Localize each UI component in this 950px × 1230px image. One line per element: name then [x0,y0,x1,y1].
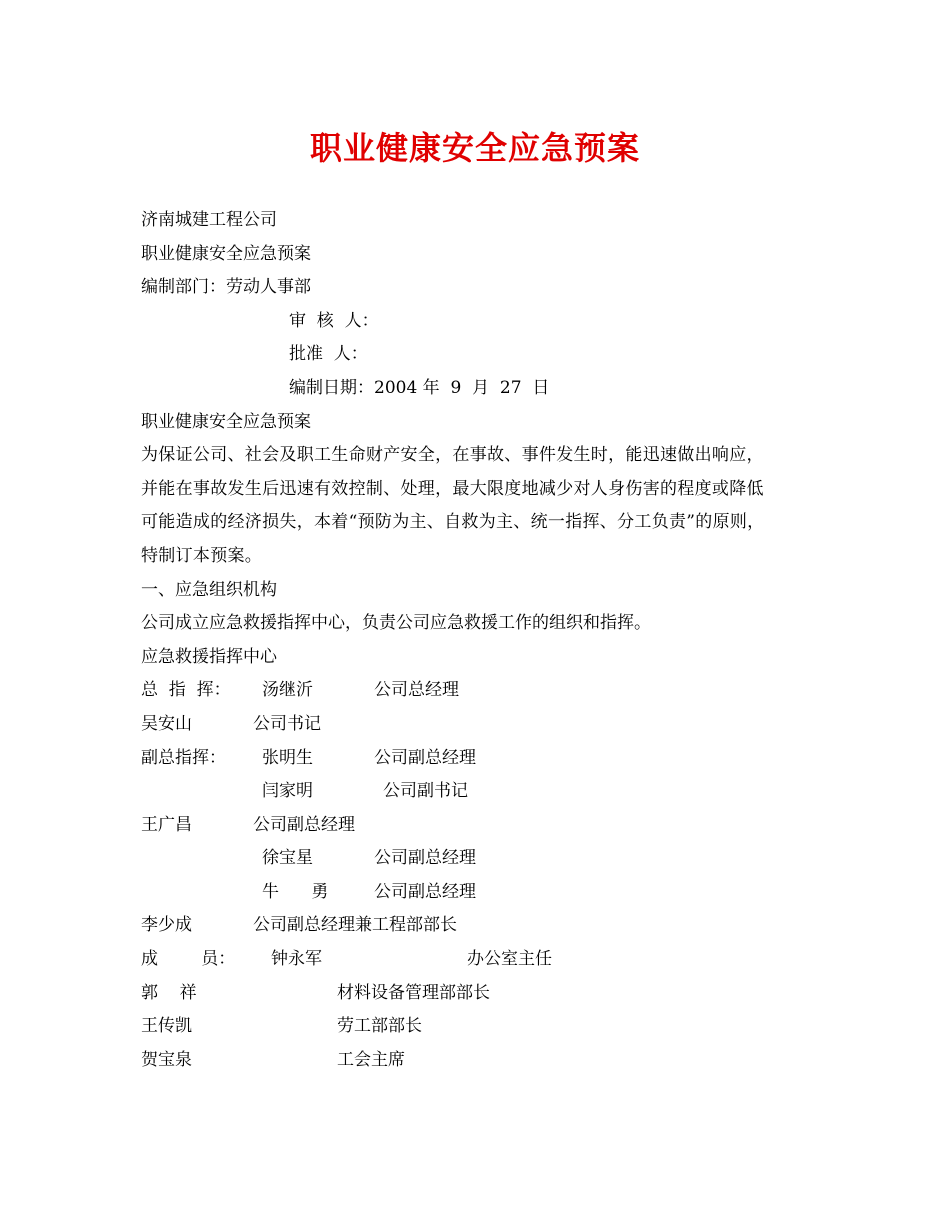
roster-row [141,1010,841,1044]
date-line: 编制日期：2004 年 9 月 27 日 [289,377,550,398]
company-name: 济南城建工程公司 [141,210,277,230]
roster-name: 李少成 [141,915,192,936]
roster-row [141,708,841,742]
roster-title: 材料设备管理部部长 [337,982,490,1003]
roster-name: 张明生 [262,747,313,768]
roster-role: 副总指挥： [141,747,226,768]
intro-line-3: 可能造成的经济损失，本着“预防为主、自救为主、统一指挥、分工负责”的原则， [141,512,765,533]
section-1-heading: 一、应急组织机构 [141,579,277,600]
section-heading: 职业健康安全应急预案 [141,411,311,432]
roster-title: 公司副总经理 [374,848,476,869]
roster-row [141,842,841,876]
intro-line-1: 为保证公司、社会及职工生命财产安全，在事故、事件发生时，能迅速做出响应， [141,445,764,466]
roster-title: 办公室主任 [467,949,552,970]
roster-row [141,1044,841,1078]
roster-name: 贺宝泉 [141,1049,192,1070]
roster-row [141,674,841,708]
roster-title: 公司书记 [253,713,321,734]
intro-line-2: 并能在事故发生后迅速有效控制、处理，最大限度地减少对人身伤害的程度或降低 [141,478,764,499]
department-line: 编制部门：劳动人事部 [141,277,311,298]
roster-name: 闫家明 [262,781,313,802]
roster-row [141,909,841,943]
roster-name: 牛 勇 [262,881,329,902]
roster-name: 吴安山 [141,713,192,734]
roster-row [141,809,841,843]
roster-title: 公司总经理 [374,680,459,701]
roster-role: 总 指 挥： [141,680,231,701]
approver-line: 批准 人： [289,344,368,365]
roster-name: 王广昌 [141,814,192,835]
roster-row [141,977,841,1011]
roster-name: 徐宝星 [262,848,313,869]
center-name: 应急救援指挥中心 [141,646,277,667]
roster-row [141,742,841,776]
section-1-description: 公司成立应急救援指挥中心，负责公司应急救援工作的组织和指挥。 [141,613,651,634]
document-subtitle: 职业健康安全应急预案 [141,243,311,264]
roster-name: 王传凯 [141,1016,192,1037]
roster-row [141,775,841,809]
intro-line-4: 特制订本预案。 [141,545,263,566]
roster-row [141,876,841,910]
roster-name: 钟永军 [271,949,322,970]
roster-name: 郭 祥 [141,982,197,1003]
reviewer-line: 审 核 人： [289,310,379,331]
roster-name: 汤继沂 [262,680,313,701]
roster-title: 公司副总经理 [253,814,355,835]
roster-title: 公司副总经理 [374,747,476,768]
document-body [141,204,841,1077]
roster-title: 公司副总经理兼工程部部长 [253,915,457,936]
roster-row [141,943,841,977]
roster-role: 成 员： [141,949,236,970]
roster-title: 工会主席 [337,1049,405,1070]
roster-title: 劳工部部长 [337,1016,422,1037]
roster-title: 公司副书记 [383,781,468,802]
page-title: 职业健康安全应急预案 [309,129,640,167]
roster-title: 公司副总经理 [374,881,476,902]
